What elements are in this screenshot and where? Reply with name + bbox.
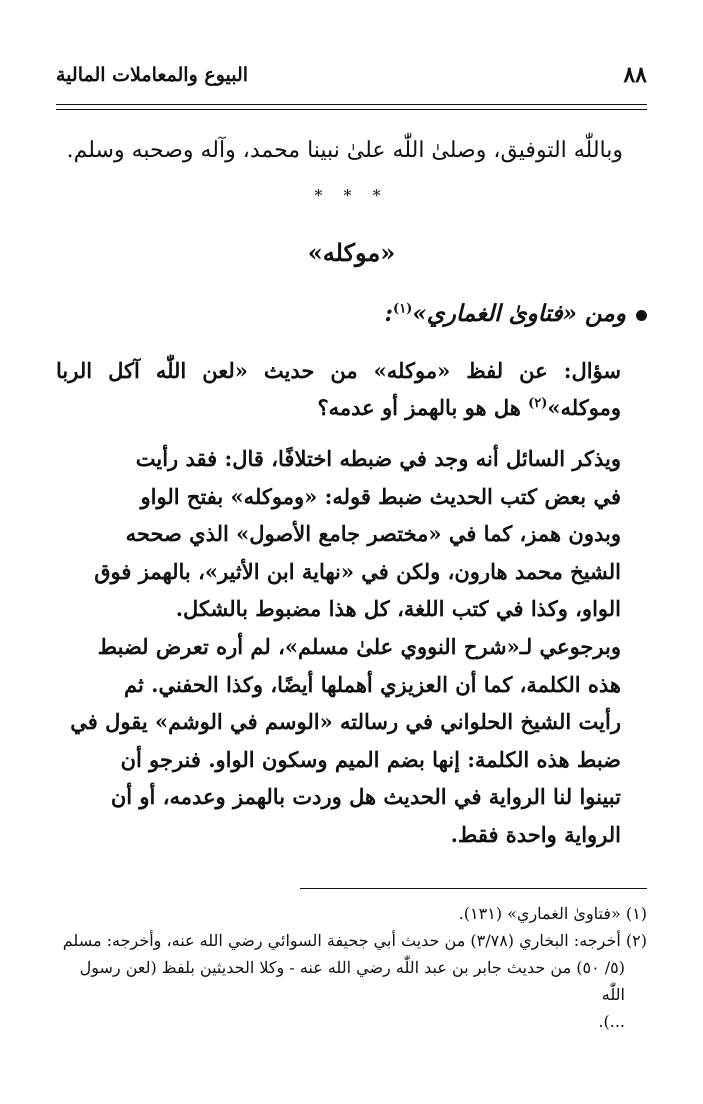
body-line: الشيخ محمد هارون، ولكن في «نهاية ابن الأثير»، بالهمز فوق xyxy=(94,558,621,584)
body-line: هذه الكلمة، كما أن العزيزي أهملها أيضًا، وكذا الحفني. ثم xyxy=(124,671,621,697)
header-rule-secondary xyxy=(56,109,647,110)
body-paragraph xyxy=(56,440,621,854)
body-line: ضبط هذه الكلمة: إنها بضم الميم وسكون الواو. فنرجو أن xyxy=(120,746,621,772)
footnote-rule xyxy=(300,888,647,889)
body-line: وبرجوعي لـ«شرح النووي علىٰ مسلم»، لم أره تعرض لضبط xyxy=(97,633,621,659)
body-line: وبدون همز، كما في «مختصر جامع الأصول» الذي صححه xyxy=(125,521,621,547)
page-header xyxy=(56,62,647,102)
section-separator: * * * xyxy=(314,186,389,205)
body-line: تبينوا لنا الرواية في الحديث هل وردت بالهمز وعدمه، أو أن xyxy=(110,784,621,810)
footnote-2-continued: (٥/ ٥٠) من حديث جابر بن عبد اللّٰه رضي الله عنه - وكلا الحديثين بلفظ (لعن رسول اللّٰه xyxy=(79,958,625,1004)
footnote-ref-2: (٢) xyxy=(528,396,548,411)
body-line: الواو، وكذا في كتب اللغة، كل هذا مضبوط بالشكل. xyxy=(175,596,621,622)
body-line: رأيت الشيخ الحلواني في رسالته «الوسم في الوشم» يقول في xyxy=(70,709,621,735)
source-line xyxy=(56,300,647,327)
footnotes xyxy=(56,900,647,1035)
running-title: البيوع والمعاملات المالية xyxy=(56,64,249,86)
footnote-1: (١) «فتاوىٰ الغماري» (١٣١). xyxy=(458,904,647,923)
question-text: سؤال: عن لفظ «موكله» من حديث «لعن اللّٰه آكل الربا وموكله» xyxy=(56,358,621,420)
header-rule xyxy=(56,104,647,105)
section-title: «موكله» xyxy=(307,238,396,267)
footnote-ref-1: (١) xyxy=(393,301,413,317)
question-paragraph xyxy=(56,352,621,426)
body-line: ويذكر السائل أنه وجد في ضبطه اختلافًا، قال: فقد رأيت xyxy=(135,446,621,471)
source-text: ومن «فتاوىٰ الغماري» xyxy=(412,300,626,327)
body-line: في بعض كتب الحديث ضبط قوله: «وموكله» بفتح الواو xyxy=(140,483,621,509)
source-suffix: : xyxy=(384,300,394,327)
page-number: ٨٨ xyxy=(623,62,647,88)
bullet-icon xyxy=(636,310,647,321)
footnote-2: (٢) أخرجه: البخاري (٣/٧٨) من حديث أبي جحيفة السوائي رضي الله عنه، وأخرجه: مسلم xyxy=(62,931,647,950)
closing-line: وباللّٰه التوفيق، وصلىٰ اللّٰه علىٰ نبينا محمد، وآله وصحبه وسلم. xyxy=(66,138,623,163)
footnote-2-continued: ...). xyxy=(598,1012,625,1031)
question-text-end: هل هو بالهمز أو عدمه؟ xyxy=(317,395,529,420)
body-line: الرواية واحدة فقط. xyxy=(450,821,621,847)
